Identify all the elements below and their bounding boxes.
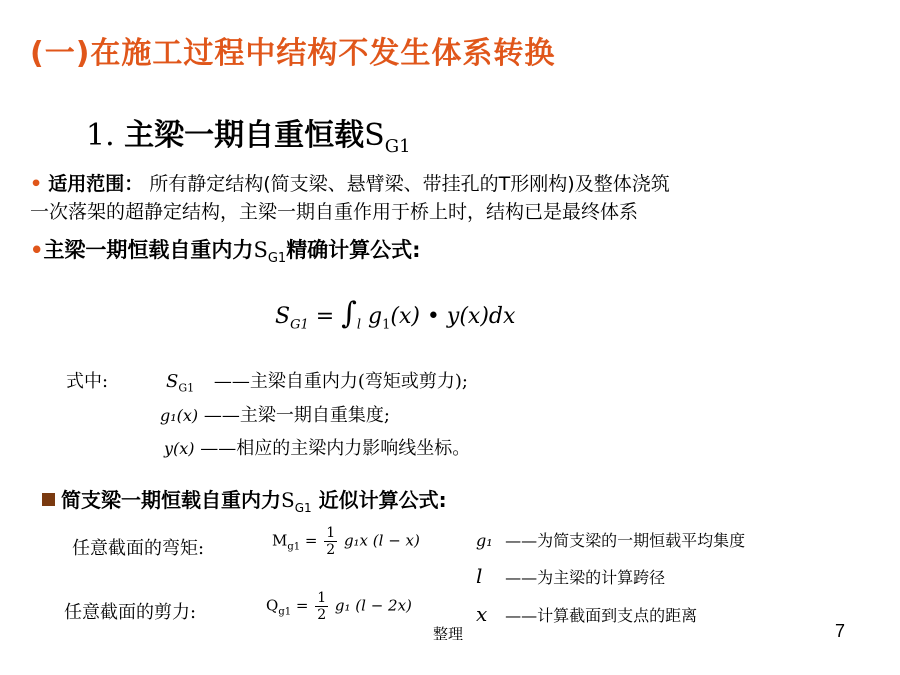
exact-heading-symbol: S [253,238,268,262]
def-1-symbol: S [166,371,179,392]
def-row-3 [164,434,470,460]
moment-formula: $M_{g1}$ = $\frac{1}{2}$ g₁x (l − x) [272,525,420,558]
shear-expression: g₁ (l − 2x) [334,596,412,615]
legend-1-symbol: g₁ [476,531,493,550]
approx-heading [42,484,447,515]
moment-subscript: g1 [287,541,301,553]
shear-label: 任意截面的剪力: [64,602,197,623]
moment-denominator: 2 [326,542,336,558]
scope-line-2: 一次落架的超静定结构，主梁一期自重作用于桥上时，结构已是最终体系 [30,201,639,223]
moment-label: 任意截面的弯矩: [72,538,205,559]
scope-label: 适用范围： [48,173,144,195]
def-2-text: ——主梁一期自重集度; [203,405,390,426]
approx-heading-pre: 简支梁一期恒载自重内力 [61,488,281,512]
approx-heading-subscript: G1 [294,501,312,515]
def-1-subscript: G1 [178,381,195,395]
shear-numerator: 1 [317,590,327,606]
section-heading-subscript: G1 [384,136,411,157]
exact-heading-post: 精确计算公式: [286,238,421,262]
legend-3-symbol: x [476,602,488,626]
defs-intro: 式中: [66,371,109,392]
approx-heading-symbol: S [281,488,295,512]
moment-symbol: M [272,531,288,550]
section-heading-text: 主梁一期自重恒载 [124,118,365,153]
page-number: 7 [835,621,846,641]
shear-formula: $Q_{g1}$ = $\frac{1}{2}$ g₁ (l − 2x) [266,590,412,623]
legend-row-2 [476,564,665,588]
legend-1-text: ——为简支梁的一期恒载平均集度 [505,531,746,550]
def-1-text: ——主梁自重内力(弯矩或剪力); [213,371,468,392]
scope-paragraph [30,170,670,226]
scope-line-1: 所有静定结构(简支梁、悬臂梁、带挂孔的T形刚构)及整体浇筑 [149,173,670,195]
moment-expression: g₁x (l − x) [343,531,420,550]
slide-title: (一)在施工过程中结构不发生体系转换 [30,36,556,71]
def-3-symbol: y(x) [164,439,195,458]
exact-heading-pre: 主梁一期恒载自重内力 [43,238,254,262]
exact-formula-heading [30,234,421,266]
legend-row-1 [476,528,745,551]
exact-formula [275,296,515,332]
legend-3-text: ——计算截面到支点的距离 [505,606,698,625]
def-2-symbol: g₁(x) [160,406,199,425]
shear-subscript: g1 [278,606,292,618]
def-3-text: ——相应的主梁内力影响线坐标。 [200,438,471,459]
bullet-icon: • [30,173,43,195]
shear-denominator: 2 [317,607,327,623]
bullet-icon: • [30,238,44,262]
section-number: 1. [86,118,115,153]
formula-rhs-subscript: 1 [382,317,391,333]
exact-heading-subscript: G1 [267,251,287,267]
shear-symbol: Q [266,596,279,615]
square-bullet-icon [42,493,55,506]
integral-subscript: l [356,317,361,333]
def-row-2 [160,401,390,427]
formula-lhs: S [275,304,291,329]
approx-heading-post: 近似计算公式: [311,488,447,512]
integral-sign: ∫ [341,296,357,331]
footer-text: 整理 [433,625,464,643]
legend-2-text: ——为主梁的计算跨径 [505,568,666,587]
section-heading [86,110,411,157]
formula-equals: = [315,304,335,329]
formula-rhs: g [367,304,383,329]
moment-numerator: 1 [326,525,336,541]
moment-fraction [324,525,337,558]
def-row-1 [166,367,468,395]
legend-row-3 [476,602,697,626]
formula-lhs-subscript: G1 [290,317,309,333]
shear-fraction [315,590,328,623]
legend-2-symbol: l [476,564,483,588]
formula-rest: (x) • y(x)dx [390,304,516,329]
section-heading-symbol: S [364,118,385,153]
